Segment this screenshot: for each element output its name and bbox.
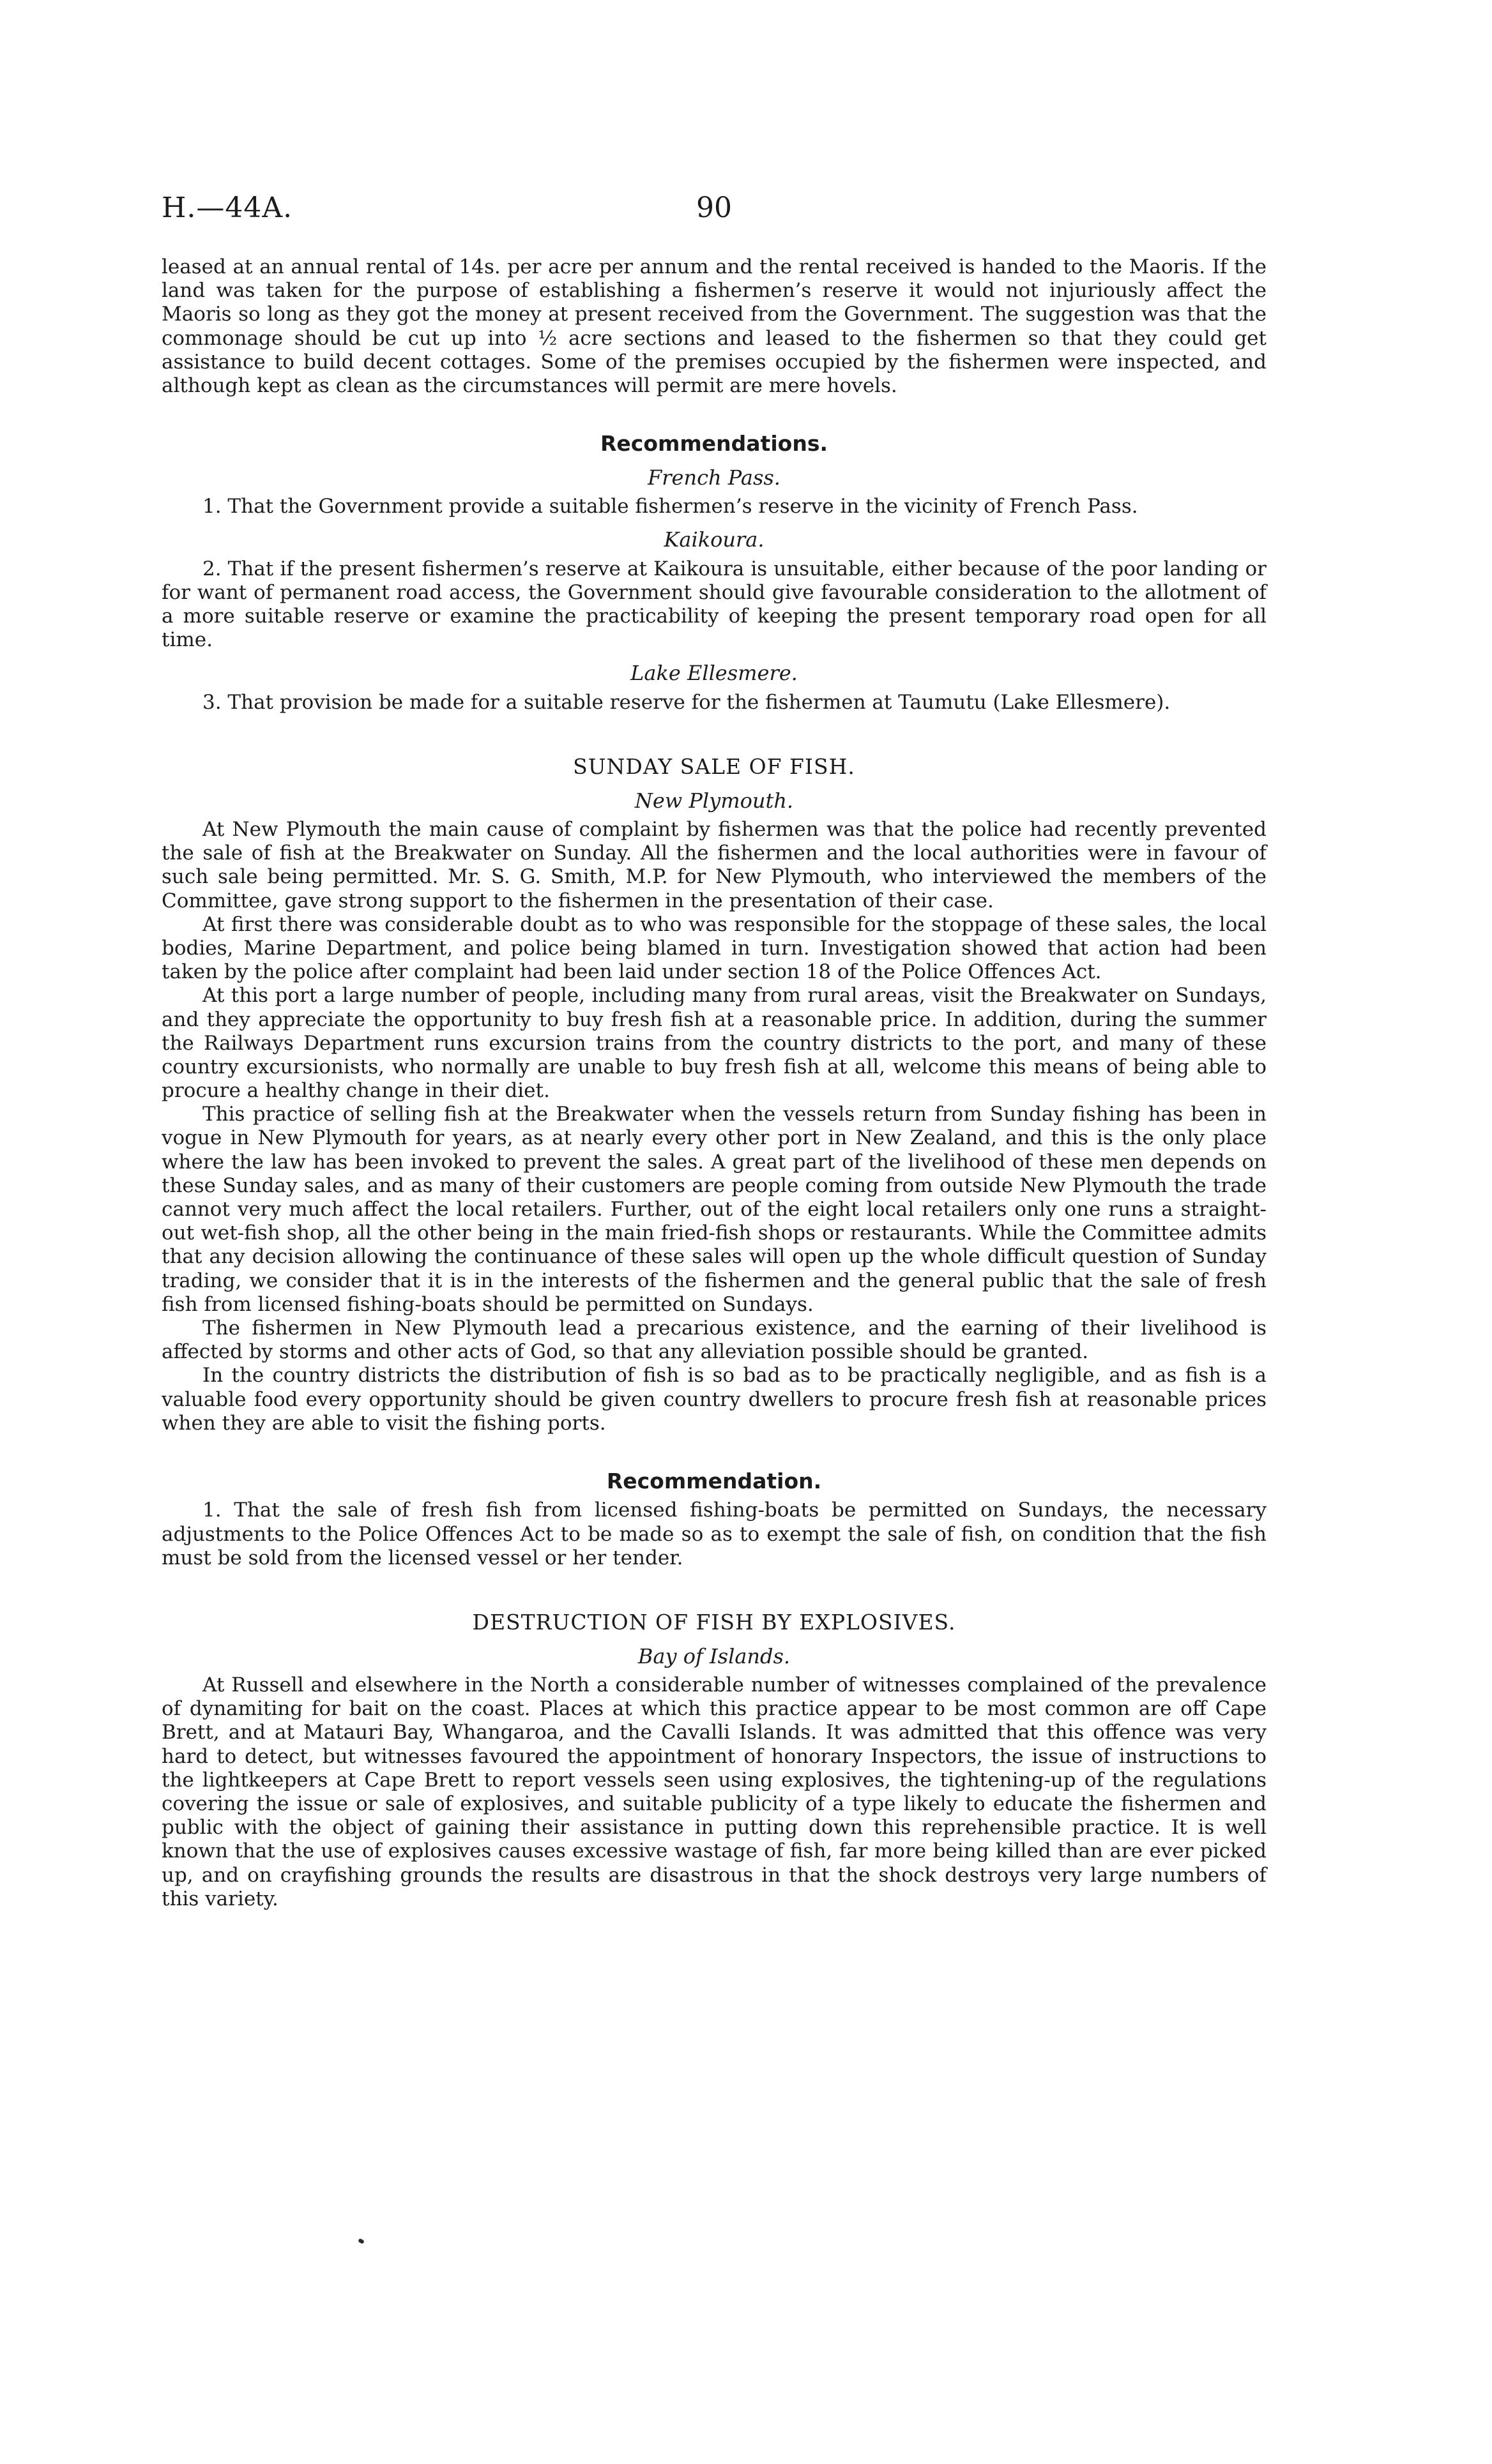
intro-paragraph: leased at an annual rental of 14s. per acre per annum and the rental received is handed to the Maoris. If the land was taken for the purpose of establishing a fishermen’s reserve it would not injuriously affect the Maoris so long as they got the money at present received from the Government. The suggestion was that the commonage should be cut up into ½ acre sections and leased to the fishermen so that they could get assistance to build decent cottages. Some of the premises occupied by the fishermen were inspected, and although kept as clean as the circumstances will permit are mere hovels.: [162, 255, 1267, 397]
sunday-sale-paragraph: This practice of selling fish at the Breakwater when the vessels return from Sunday fishing has been in vogue in New Plymouth for years, as at nearly every other port in New Zealand, and this is the only place where the law has been invoked to prevent the sales. A great part of the livelihood of these men depends on these Sunday sales, and as many of their customers are people coming from outside New Plymouth the trade cannot very much affect the local retailers. Further, out of the eight local retailers only one runs a straight-out wet-fish shop, all the other being in the main fried-fish shops or restaurants. While the Committee admits that any decision allowing the continuance of these sales will open up the whole difficult question of Sunday trading, we consider that it is in the interests of the fishermen and the general public that the sale of fresh fish from licensed fishing-boats should be permitted on Sundays.: [162, 1103, 1267, 1316]
page-header: [162, 192, 1267, 230]
bay-of-islands-subheading: Bay of Islands.: [637, 1644, 791, 1668]
explosives-paragraph: At Russell and elsewhere in the North a considerable number of witnesses complained of the prevalence of dynamiting for bait on the coast. Places at which this practice appear to be most common are off Cape Brett, and at Matauri Bay, Whangaroa, and the Cavalli Islands. It was admitted that this offence was very hard to detect, but witnesses favoured the appointment of honorary Inspectors, the issue of instructions to the lightkeepers at Cape Brett to report vessels seen using explosives, the tightening-up of the regulations covering the issue or sale of explosives, and suitable publicity of a type likely to educate the fishermen and public with the object of gaining their assistance in putting down this reprehensible practice. It is well known that the use of explosives causes excessive wastage of fish, far more being killed than are ever picked up, and on crayfishing grounds the results are disastrous in that the shock destroys very large numbers of this variety.: [162, 1674, 1267, 1910]
kaikoura-subheading: Kaikoura.: [664, 527, 765, 552]
document-body: [162, 255, 1267, 1911]
sunday-sale-paragraph: The fishermen in New Plymouth lead a precarious existence, and the earning of their livelihood is affected by storms and other acts of God, so that any alleviation possible should be granted.: [162, 1316, 1267, 1364]
document-reference: H.—44A.: [162, 192, 293, 224]
new-plymouth-subheading: New Plymouth.: [634, 788, 794, 813]
recommendation-lake-ellesmere: 3. That provision be made for a suitable reserve for the fishermen at Taumutu (Lake Ellesmere).: [202, 690, 1171, 714]
french-pass-subheading: French Pass.: [648, 465, 780, 490]
sunday-sale-paragraph: In the country districts the distribution of fish is so bad as to be practically negligible, and as fish is a valuable food every opportunity should be given country dwellers to procure fresh fish at reasonable prices when they are able to visit the fishing ports.: [162, 1364, 1267, 1435]
recommendations-heading: Recommendations.: [600, 431, 828, 457]
lake-ellesmere-subheading: Lake Ellesmere.: [630, 661, 798, 686]
explosives-heading: DESTRUCTION OF FISH BY EXPLOSIVES.: [472, 1610, 956, 1635]
recommendation-heading: Recommendation.: [606, 1468, 822, 1493]
sunday-sale-heading: SUNDAY SALE OF FISH.: [573, 754, 855, 780]
sunday-sale-paragraph: At this port a large number of people, including many from rural areas, visit the Breakwater on Sundays, and they appreciate the opportunity to buy fresh fish at a reasonable price. In addition, during the summer the Railways Department runs excursion trains from the country districts to the port, and many of these country excursionists, who normally are unable to buy fresh fish at all, welcome this means of being able to procure a healthy change in their diet.: [162, 984, 1267, 1103]
recommendation-french-pass: 1. That the Government provide a suitable fishermen’s reserve in the vicinity of French Pass.: [202, 495, 1138, 518]
sunday-sale-paragraph: At first there was considerable doubt as to who was responsible for the stoppage of these sales, the local bodies, Marine Department, and police being blamed in turn. Investigation showed that action had been taken by the police after complaint had been laid under section 18 of the Police Offences Act.: [162, 912, 1267, 984]
page-number: 90: [696, 192, 732, 224]
scan-speck: [358, 2238, 365, 2244]
recommendation-sunday-sale: 1. That the sale of fresh fish from licensed fishing-boats be permitted on Sundays, the necessary adjustments to the Police Offences Act to be made so as to exempt the sale of fish, on condition that the fish must be sold from the licensed vessel or her tender.: [162, 1499, 1267, 1569]
recommendation-kaikoura: 2. That if the present fishermen’s reserve at Kaikoura is unsuitable, either because of the poor landing or for want of permanent road access, the Government should give favourable consideration to the allotment of a more suitable reserve or examine the practicability of keeping the present temporary road open for all time.: [162, 557, 1267, 652]
sunday-sale-paragraph: At New Plymouth the main cause of complaint by fishermen was that the police had recently prevented the sale of fish at the Breakwater on Sunday. All the fishermen and the local authorities were in favour of such sale being permitted. Mr. S. G. Smith, M.P. for New Plymouth, who interviewed the members of the Committee, gave strong support to the fishermen in the presentation of their case.: [162, 818, 1267, 912]
